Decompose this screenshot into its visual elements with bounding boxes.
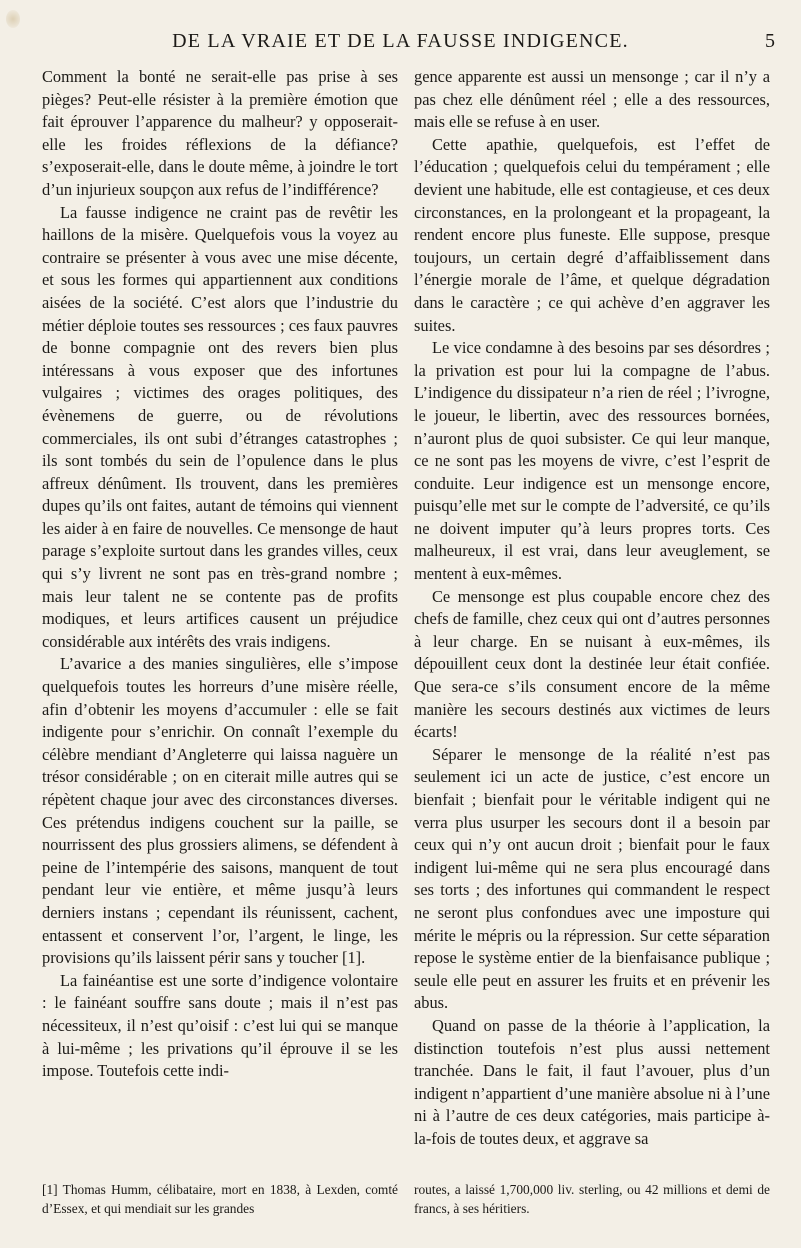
paragraph: Cette apathie, quelquefois, est l’effet de l’éducation ; quelquefois celui du tempérament ; elle devient une habitude, elle est contagieuse, et ces deux circonstances, en la prolongeant et la propageant, la rendent encore plus funeste. Elle suppose, presque toujours, un certain degré d’affaiblissement dans l’énergie morale de l’âme, et quelque dégradation dans le caractère ; ce qui achève d’en aggraver les suites. (414, 134, 770, 335)
footnote-text: [1] Thomas Humm, célibataire, mort en 1838, à Lexden, comté d’Essex, et qui mendiait sur les grandes (42, 1182, 398, 1216)
running-head (0, 30, 801, 58)
paragraph: Séparer le mensonge de la réalité n’est pas seulement ici un acte de justice, c’est encore un bienfait ; bienfait pour le véritable indigent qui ne verra plus usurper les secours dont il a besoin par ceux qui n’y ont aucun droit ; bienfait pour le faux indigent lui-même qui ne sera plus encouragé dans ses torts ; des infortunes qui commandent le respect ne seront plus confondues avec une imposture qui mérite le mépris ou la répression. Sur cette séparation repose le système entier de la bienfaisance publique ; seule elle peut en assurer les fruits et en prévenir les abus. (414, 744, 770, 1013)
page-number: 5 (765, 30, 775, 52)
footnote-right (414, 1180, 770, 1218)
paragraph: La fausse indigence ne craint pas de revêtir les haillons de la misère. Quelquefois vous la voyez au contraire se présenter à vous avec une mise décente, et sous les formes qui appartiennent aux conditions aisées de la société. C’est alors que l’industrie du métier déploie toutes ses ressources ; ces faux pauvres de bonne compagnie ont des revers bien plus intéressans à vous exposer que des infortunes vulgaires ; victimes des orages politiques, des évènemens de guerre, ou de révolutions commerciales, ils ont subi d’étranges catastrophes ; ils sont tombés du sein de l’opulence dans le plus affreux dénûment. Ils trouvent, dans les premières dupes qu’ils ont faites, autant de témoins qui viennent les aider à en faire de nouvelles. Ce mensonge de haut parage s’exploite surtout dans les grandes villes, ceux qui s’y livrent ne sont pas en très-grand nombre ; mais leur talent ne se contente pas de profits modiques, et leurs artifices causent un préjudice considérable aux intérêts des vrais indigens. (42, 202, 398, 651)
footnote-left (42, 1180, 398, 1218)
running-title: DE LA VRAIE ET DE LA FAUSSE INDIGENCE. (172, 30, 629, 52)
right-column (414, 66, 770, 1151)
paragraph: Quand on passe de la théorie à l’application, la distinction toutefois n’est plus aussi nettement tranchée. Dans le fait, il faut l’avouer, plus d’un indigent n’appartient d’une manière absolue ni à l’une ni à l’autre de ces deux catégories, mais participe à-la-fois de toutes deux, et aggrave sa (414, 1015, 770, 1148)
paragraph: Comment la bonté ne serait-elle pas prise à ses pièges? Peut-elle résister à la première émotion que fait éprouver l’apparence du malheur? y opposerait-elle les froides réflexions de la défiance? s’exposerait-elle, dans le doute même, à joindre le tort d’un injurieux soupçon aux refus de l’indifférence? (42, 67, 398, 199)
paragraph: Ce mensonge est plus coupable encore chez des chefs de famille, chez ceux qui ont d’autres personnes à leur charge. En se nuisant à eux-mêmes, ils dépouillent ceux dont la destinée leur était confiée. Que sera-ce s’ils consument encore de la même manière les secours destinés aux victimes de leurs écarts! (414, 586, 770, 742)
paper-stain (6, 10, 20, 28)
paragraph: Le vice condamne à des besoins par ses désordres ; la privation est pour lui la compagne de l’abus. L’indigence du dissipateur n’a rien de réel ; l’ivrogne, le joueur, le libertin, avec des ressources bornées, n’auront plus de quoi subsister. Ce qui leur manque, ce ne sont pas les moyens de vivre, c’est l’esprit de conduite. Leur indigence est un mensonge encore, puisqu’elle met sur le compte de l’adversité, ce qu’ils ne doivent imputer qu’à leurs propres torts. Ces malheureux, il est vrai, dans leur aveuglement, se mentent à eux-mêmes. (414, 338, 770, 584)
left-column (42, 66, 398, 1083)
footnote-text: routes, a laissé 1,700,000 liv. sterling, ou 42 millions et demi de francs, à ses héritiers. (414, 1182, 770, 1216)
paragraph: gence apparente est aussi un mensonge ; car il n’y a pas chez elle dénûment réel ; elle a des ressources, mais elle se refuse à en user. (414, 67, 770, 132)
paragraph: L’avarice a des manies singulières, elle s’impose quelquefois toutes les horreurs d’une misère réelle, afin d’obtenir les moyens d’accumuler : elle se fait indigente pour s’enrichir. On connaît l’exemple du célèbre mendiant d’Angleterre qui laissa naguère un trésor considérable ; on en citerait mille autres qui se répètent chaque jour avec des circonstances diverses. Ces prétendus indigens couchent sur la paille, se nourrissent des plus grossiers alimens, se défendent à peine de l’intempérie des saisons, manquent de tout pendant leur vie entière, et même jusqu’à leurs derniers instans ; cependant ils réunissent, cachent, entassent et conservent l’or, l’argent, le linge, les provisions qu’ils laissent périr sans y toucher [1]. (42, 654, 398, 968)
paragraph: La fainéantise est une sorte d’indigence volontaire : le fainéant souffre sans doute ; mais il n’est pas nécessiteux, il n’est qu’oisif : c’est lui qui se manque à lui-même ; les privations qu’il éprouve il se les impose. Toutefois cette indi- (42, 970, 398, 1081)
